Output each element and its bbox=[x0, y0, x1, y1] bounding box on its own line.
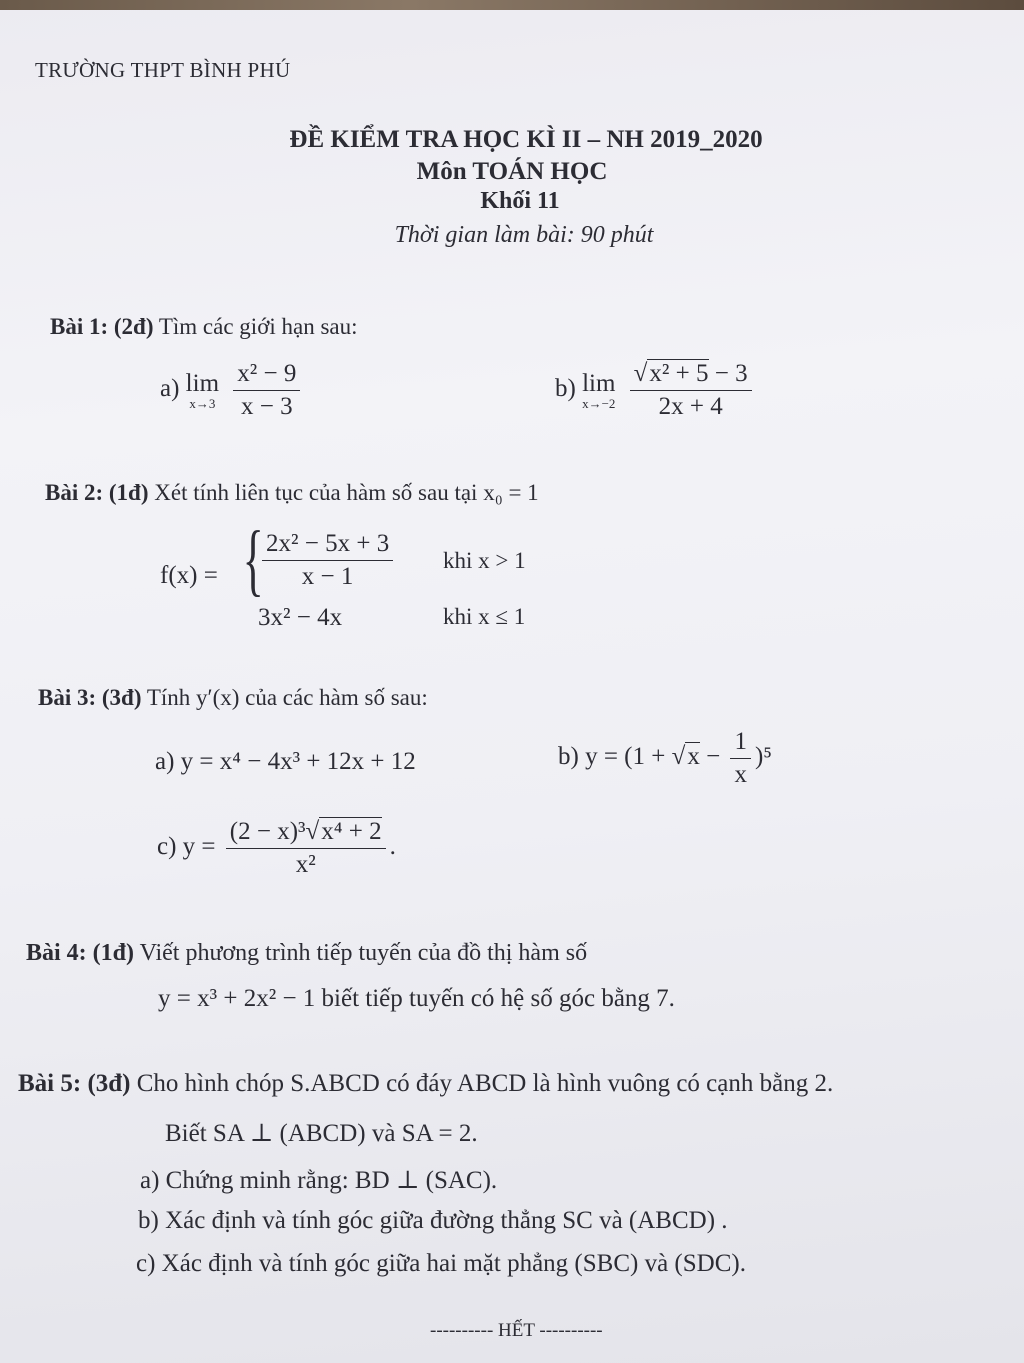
left-brace: { bbox=[242, 516, 264, 604]
c-fraction bbox=[226, 818, 386, 879]
bai1-b-fraction bbox=[630, 360, 752, 421]
bai1-b-lim bbox=[582, 370, 615, 412]
bai4-text: Viết phương trình tiếp tuyến của đồ thị hàm số bbox=[139, 940, 588, 966]
bai5-a: a) Chứng minh rằng: BD ⊥ (SAC). bbox=[140, 1167, 498, 1194]
bai1-heading bbox=[50, 314, 358, 340]
numerator: x² − 9 bbox=[233, 360, 300, 391]
bai1-a bbox=[160, 360, 304, 421]
bai5-label: Bài 5: (3đ) bbox=[18, 1070, 131, 1097]
radicand: x bbox=[687, 743, 700, 771]
table-edge bbox=[0, 0, 1024, 10]
denominator: 2x + 4 bbox=[658, 393, 723, 420]
lim-text: lim bbox=[185, 369, 220, 397]
case2-expr: 3x² − 4x bbox=[258, 604, 343, 631]
bai4-heading bbox=[26, 940, 587, 967]
bai2-text: Xét tính liên tục của hàm số sau tại x₀ = 1 bbox=[154, 480, 539, 505]
lim-sub: x→−2 bbox=[582, 395, 616, 411]
bai3-c bbox=[157, 818, 396, 879]
subject: Môn TOÁN HỌC bbox=[416, 158, 608, 185]
time-limit: Thời gian làm bài: 90 phút bbox=[394, 222, 654, 248]
numerator: 2x² − 5x + 3 bbox=[262, 530, 393, 561]
bai1-text: Tìm các giới hạn sau: bbox=[158, 314, 358, 339]
c-prefix: c) y = bbox=[157, 833, 216, 861]
bai5-b: b) Xác định và tính góc giữa đường thẳng SC và (ABCD) . bbox=[138, 1207, 728, 1234]
bai3-heading bbox=[38, 685, 428, 711]
c-suffix: . bbox=[389, 833, 396, 861]
radicand: x² + 5 bbox=[649, 360, 709, 387]
case1-fraction bbox=[262, 530, 393, 591]
bai1-a-lim bbox=[186, 370, 219, 412]
grade: Khối 11 bbox=[480, 188, 560, 214]
numerator-rest: − 3 bbox=[708, 360, 748, 387]
bai4-line2: y = x³ + 2x² − 1 biết tiếp tuyến có hệ số góc bằng 7. bbox=[158, 985, 675, 1012]
radicand: x⁴ + 2 bbox=[321, 818, 382, 845]
bai1-a-fraction bbox=[233, 360, 300, 421]
denominator: x − 1 bbox=[301, 563, 354, 590]
bai5-heading bbox=[18, 1070, 833, 1098]
bai5-c: c) Xác định và tính góc giữa hai mặt phẳng (SBC) và (SDC). bbox=[136, 1250, 746, 1277]
bai1-label: Bài 1: (2đ) bbox=[50, 314, 154, 339]
b-prefix: b) y = (1 + bbox=[558, 743, 672, 771]
case1-condition: khi x > 1 bbox=[443, 548, 526, 573]
bai2-fx: f(x) = bbox=[160, 562, 218, 589]
bai2-label: Bài 2: (1đ) bbox=[45, 480, 149, 505]
b-fraction bbox=[730, 728, 751, 789]
end-marker: ---------- HẾT ---------- bbox=[430, 1320, 603, 1341]
bai1-b bbox=[555, 360, 756, 421]
bai2-heading bbox=[45, 480, 539, 506]
numerator: (2 − x)³√x⁴ + 2 bbox=[226, 818, 386, 849]
bai3-text: Tính y′(x) của các hàm số sau: bbox=[146, 685, 428, 710]
lim-sub: x→3 bbox=[189, 395, 216, 411]
bai4-label: Bài 4: (1đ) bbox=[26, 940, 134, 966]
school-name: TRƯỜNG THPT BÌNH PHÚ bbox=[35, 58, 291, 82]
bai5-text: Cho hình chóp S.ABCD có đáy ABCD là hình vuông có cạnh bằng 2. bbox=[136, 1070, 834, 1097]
case2-condition: khi x ≤ 1 bbox=[443, 604, 526, 629]
bai1-b-label: b) bbox=[555, 375, 576, 403]
denominator: x bbox=[734, 761, 747, 788]
b-suffix: )⁵ bbox=[754, 743, 772, 771]
numerator: 1 bbox=[730, 728, 751, 759]
b-mid: − bbox=[699, 743, 727, 771]
lim-text: lim bbox=[582, 369, 616, 397]
denominator: x² bbox=[295, 851, 316, 878]
exam-title: ĐỀ KIỂM TRA HỌC KÌ II – NH 2019_2020 bbox=[289, 126, 763, 153]
bai3-a: a) y = x⁴ − 4x³ + 12x + 12 bbox=[155, 748, 416, 775]
bai5-line2: Biết SA ⊥ (ABCD) và SA = 2. bbox=[165, 1120, 478, 1147]
numerator-part: (2 − x)³ bbox=[229, 818, 306, 845]
bai3-b: b) y = (1 + √x − $\frac{1}{x}$ )⁵ bbox=[558, 728, 772, 788]
bai3-label: Bài 3: (3đ) bbox=[38, 685, 142, 710]
numerator: √x² + 5 − 3 bbox=[630, 360, 752, 391]
bai2-case1 bbox=[258, 530, 397, 591]
bai1-a-label: a) bbox=[160, 375, 180, 403]
denominator: x − 3 bbox=[241, 393, 293, 420]
